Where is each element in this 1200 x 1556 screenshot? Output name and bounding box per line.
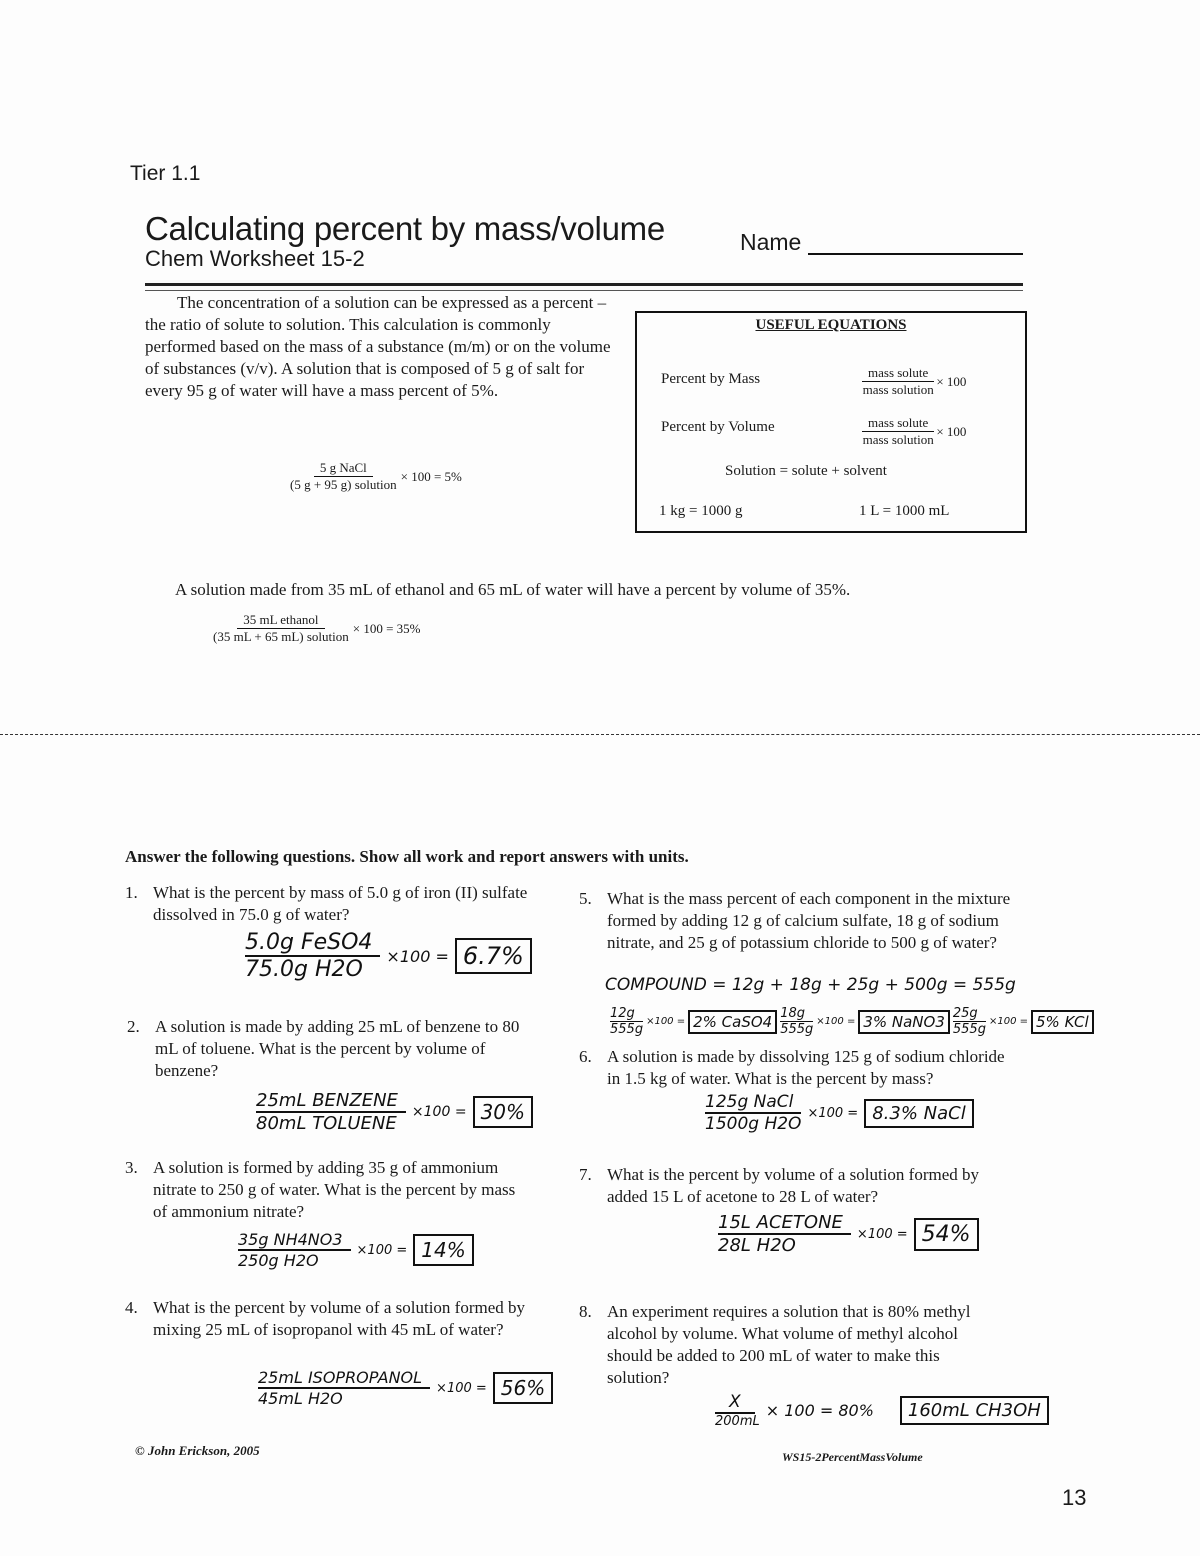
question-text: A solution is formed by adding 35 g of ammonium nitrate to 250 g of water. What is the percent by mass of ammonium nitrate? [153,1158,516,1221]
answer-work-2 [256,1090,533,1134]
work-numerator: 35g NH4NO3 [238,1230,351,1251]
vol-eq-numerator: mass solute [862,415,934,432]
work-tail: × 100 = 80% [765,1401,874,1420]
copyright: © John Erickson, 2005 [135,1443,260,1458]
work-numerator: X [715,1392,755,1414]
ethanol-equation [213,612,421,645]
answer-work-8 [715,1392,1049,1429]
work-denominator: 1500g H2O [705,1114,802,1134]
work-tail: ×100 = [436,1380,487,1396]
question-number: 5. [579,889,592,908]
answer-work-1 [245,930,532,982]
mass-eq-numerator: mass solute [862,365,934,382]
work-numerator: 18g [780,1006,813,1022]
work-numerator: 5.0g FeSO4 [245,930,380,957]
header-rule [145,283,1023,286]
useful-equations-title: USEFUL EQUATIONS [755,317,907,333]
work-numerator: 125g NaCl [705,1092,801,1114]
question-3 [125,1157,528,1223]
ethanol-eq-tail: × 100 = 35% [352,620,421,636]
work-denominator: 555g [610,1022,644,1037]
name-label: Name [740,229,802,255]
worksheet-subtitle: Chem Worksheet 15-2 [145,246,365,271]
name-field[interactable] [808,253,1023,255]
question-text: What is the percent by volume of a solution formed by added 15 L of acetone to 28 L of water? [607,1165,980,1206]
work-tail: ×100 = [411,1104,467,1120]
question-text: What is the percent by mass of 5.0 g of iron (II) sulfate dissolved in 75.0 g of water? [153,883,528,924]
vol-eq-tail: × 100 [936,423,967,439]
question-text: An experiment requires a solution that is 80% methyl alcohol by volume. What volume of methyl alcohol should be added to 200 mL of water to make this solution? [607,1302,971,1387]
question-text: A solution is made by dissolving 125 g of sodium chloride in 1.5 kg of water. What is the percent by mass? [607,1047,1005,1088]
question-4 [125,1297,533,1341]
answer-box: 3% NaNO3 [858,1010,950,1034]
work-tail: ×100 = [856,1226,908,1242]
work-numerator: 25mL ISOPROPANOL [258,1368,430,1389]
work-denominator: 200mL [715,1414,760,1429]
work-denominator: 28L H2O [718,1235,796,1256]
solution-equation: Solution = solute + solvent [725,463,887,479]
intro-eq-denominator: (5 g + 95 g) solution [290,477,397,492]
question-6 [579,1046,1017,1090]
vol-eq-denominator: mass solution [862,432,934,447]
ethanol-eq-numerator: 35 mL ethanol [237,612,324,629]
answer-box: 54% [914,1218,979,1251]
question-number: 1. [125,883,138,902]
mass-eq-denominator: mass solution [862,382,934,397]
question-7 [579,1164,1007,1208]
useful-equations-box [635,311,1027,533]
kg-conversion: 1 kg = 1000 g [659,503,743,519]
question-8 [579,1301,987,1389]
question-2 [127,1016,520,1082]
percent-by-mass-label: Percent by Mass [661,371,761,387]
answer-box: 2% CaSO4 [688,1010,777,1034]
ethanol-eq-denominator: (35 mL + 65 mL) solution [213,629,349,644]
page-number: 13 [1062,1485,1087,1510]
work-tail: ×100 = [356,1242,408,1258]
question-number: 8. [579,1302,592,1321]
question-number: 6. [579,1047,592,1066]
liter-conversion: 1 L = 1000 mL [859,503,950,519]
answer-work-7 [718,1212,979,1256]
work-numerator: 12g [610,1006,643,1022]
tier-label: Tier 1.1 [130,162,201,185]
work-tail: ×100 = [807,1105,859,1121]
question-number: 3. [125,1158,138,1177]
percent-by-mass-equation [862,365,966,398]
percent-by-volume-equation [862,415,966,448]
section-divider [0,734,1200,735]
work-tail: ×100 = [646,1016,686,1027]
percent-by-volume-label: Percent by Volume [661,419,775,435]
work-tail: ×100 = [816,1016,856,1027]
work-tail: ×100 = [988,1016,1028,1027]
answer-box: 160mL CH3OH [900,1396,1049,1425]
question-5 [579,888,1012,954]
intro-paragraph: The concentration of a solution can be expressed as a percent – the ratio of solute to solution. This calculation is commonly performed based on the mass of a substance (m/m) or on the volume of substances (v/v). A solution that is composed of 5 g of salt for every 95 g of water will have a mass percent of 5%. [145,293,611,400]
answer-work-5 [610,1006,1094,1037]
intro-eq-numerator: 5 g NaCl [314,460,373,477]
answer-work-4 [258,1368,553,1408]
mass-eq-tail: × 100 [936,373,967,389]
question-text: What is the percent by volume of a solution formed by mixing 25 mL of isopropanol with 45 mL of water? [153,1298,526,1339]
question-1 [125,882,553,926]
page-title: Calculating percent by mass/volume [145,210,665,247]
question-number: 7. [579,1165,592,1184]
answer-box: 56% [493,1372,553,1404]
ethanol-example: A solution made from 35 mL of ethanol and 65 mL of water will have a percent by volume of 35%. [175,580,851,599]
question-number: 4. [125,1298,138,1317]
work-denominator: 250g H2O [238,1251,319,1270]
work-numerator: 25mL BENZENE [256,1090,406,1113]
question-text: A solution is made by adding 25 mL of benzene to 80 mL of toluene. What is the percent by volume of benzene? [155,1017,520,1080]
work-tail: ×100 = [386,946,449,966]
work-denominator: 80mL TOLUENE [256,1113,397,1134]
header-rule-thin [145,290,1023,291]
file-reference: WS15-2PercentMassVolume [782,1450,923,1464]
work-denominator: 45mL H2O [258,1389,343,1408]
question-text: What is the mass percent of each component in the mixture formed by adding 12 g of calcium sulfate, 18 g of sodium nitrate, and 25 g of potassium chloride to 500 g of water? [607,889,1011,952]
intro-equation [290,460,462,493]
answer-box: 8.3% NaCl [864,1099,974,1128]
question-number: 2. [127,1017,140,1036]
work-denominator: 555g [780,1022,814,1037]
work-numerator: 15L ACETONE [718,1212,851,1235]
answer-work-5-total: COMPOUND = 12g + 18g + 25g + 500g = 555g [605,975,1016,995]
instructions: Answer the following questions. Show all work and report answers with units. [125,847,689,866]
answer-box: 14% [413,1234,473,1266]
answer-work-6 [705,1092,974,1134]
answer-box: 30% [473,1096,533,1128]
work-denominator: 555g [952,1022,986,1037]
answer-work-3 [238,1230,474,1270]
work-numerator: 25g [953,1006,986,1022]
work-denominator: 75.0g H2O [245,957,363,982]
answer-box: 6.7% [455,938,532,974]
intro-eq-tail: × 100 = 5% [400,468,462,484]
answer-box: 5% KCl [1031,1010,1094,1034]
